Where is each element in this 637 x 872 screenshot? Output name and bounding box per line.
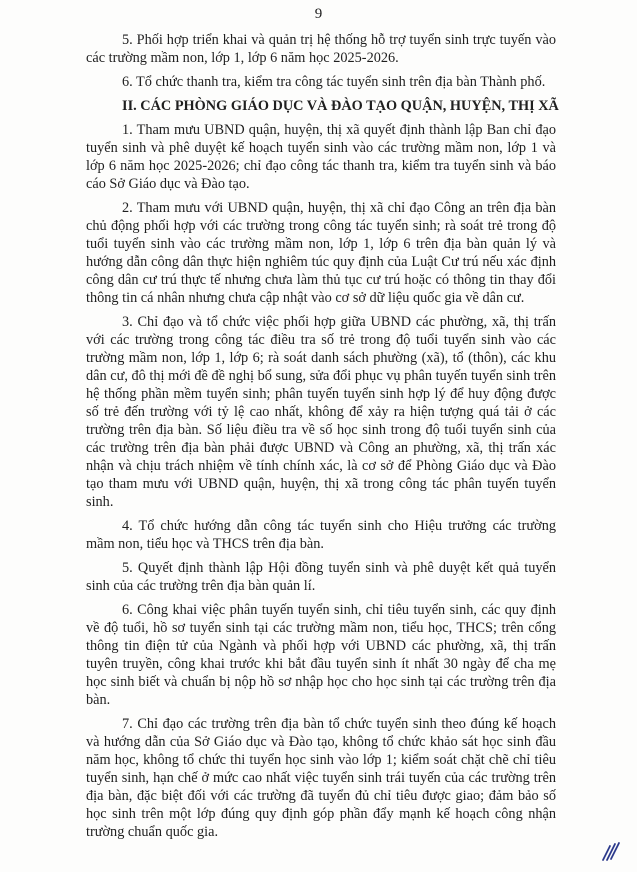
paragraph-item-2: 2. Tham mưu với UBND quận, huyện, thị xã chỉ đạo Công an trên địa bàn chủ động phối hợp với các trường trong công tác tuyển sinh; rà soát trẻ trong độ tuổi tuyển sinh vào các trường mầm non, lớp 1, lớp 6 trên địa bàn quản lý và hướng dẫn công dân thực hiện nghiêm túc quy định của Luật Cư trú nếu xác định công dân cư trú thực tế nhưng chưa làm thủ tục cư trú hoặc có thông tin thay đổi thông tin cá nhân nhưng chưa cập nhật vào cơ sở dữ liệu quốc gia về dân cư.	[86, 200, 556, 306]
initial-mark-icon	[601, 840, 621, 862]
paragraph-item-1: 1. Tham mưu UBND quận, huyện, thị xã quyết định thành lập Ban chỉ đạo tuyển sinh và phê duyệt kế hoạch tuyển sinh vào các trường mầm non, lớp 1 và lớp 6 năm học 2025-2026; chỉ đạo công tác thanh tra, kiểm tra tuyển sinh và báo cáo Sở Giáo dục và Đào tạo.	[86, 122, 556, 192]
document-body	[86, 31, 559, 847]
paragraph-item-5: 5. Quyết định thành lập Hội đồng tuyển sinh và phê duyệt kết quả tuyển sinh của các trường trên địa bàn quản lí.	[86, 560, 556, 594]
paragraph-item-4: 4. Tổ chức hướng dẫn công tác tuyển sinh cho Hiệu trưởng các trường mầm non, tiểu học và THCS trên địa bàn.	[86, 518, 556, 552]
paragraph-item-7: 7. Chỉ đạo các trường trên địa bàn tổ chức tuyển sinh theo đúng kế hoạch và hướng dẫn của Sở Giáo dục và Đào tạo, không tổ chức khảo sát học sinh đầu năm học, không tổ chức thi tuyển học sinh vào lớp 1; kiểm soát chặt chẽ chỉ tiêu tuyển sinh, hạn chế ở mức cao nhất việc tuyển sinh trái tuyến của các trường trên địa bàn, đặc biệt đối với các trường đã tuyển đủ chỉ tiêu được giao; đảm bảo số học sinh trên một lớp đúng quy định góp phần đẩy mạnh kế hoạch công nhận trường chuẩn quốc gia.	[86, 716, 556, 840]
paragraph-item-3: 3. Chỉ đạo và tổ chức việc phối hợp giữa UBND các phường, xã, thị trấn với các trường trong công tác điều tra số trẻ trong độ tuổi tuyển sinh vào các trường mầm non, lớp 1, lớp 6; rà soát danh sách phường (xã), tổ (thôn), các khu dân cư, đô thị mới đề đề nghị bổ sung, sửa đổi phục vụ phân tuyến tuyển sinh trên hệ thống phần mềm tuyển sinh; phân tuyến tuyển sinh hợp lý để huy động được số trẻ đến trường với tỷ lệ cao nhất, không để xảy ra hiện tượng quá tải ở các trường trên địa bàn. Số liệu điều tra về số học sinh trong độ tuổi tuyển sinh của các trường trên địa bàn phải được UBND và Công an phường, xã, thị trấn xác nhận và chịu trách nhiệm về tính chính xác, là cơ sở để Phòng Giáo dục và Đào tạo tham mưu với UBND quận, huyện, thị xã trong công tác phân tuyến tuyển sinh.	[86, 314, 556, 510]
paragraph-item-6: 6. Công khai việc phân tuyến tuyển sinh, chỉ tiêu tuyển sinh, các quy định về độ tuổi, hồ sơ tuyển sinh tại các trường mầm non, tiểu học, THCS; trên cổng thông tin điện tử của Ngành và phối hợp với UBND các phường, xã, thị trấn tuyên truyền, công khai trước khi bắt đầu tuyển sinh ít nhất 30 ngày để cha mẹ học sinh biết và chuẩn bị nộp hồ sơ nhập học cho học sinh tại các trường trên địa bàn.	[86, 602, 556, 708]
section-heading: II. CÁC PHÒNG GIÁO DỤC VÀ ĐÀO TẠO QUẬN, HUYỆN, THỊ XÃ	[122, 98, 559, 114]
paragraph-item-5-previous: 5. Phối hợp triển khai và quản trị hệ thống hỗ trợ tuyển sinh trực tuyến vào các trường mầm non, lớp 1, lớp 6 năm học 2025-2026.	[86, 32, 556, 66]
page-number: 9	[314, 6, 323, 22]
paragraph-item-6-previous: 6. Tổ chức thanh tra, kiểm tra công tác tuyển sinh trên địa bàn Thành phố.	[122, 74, 546, 90]
